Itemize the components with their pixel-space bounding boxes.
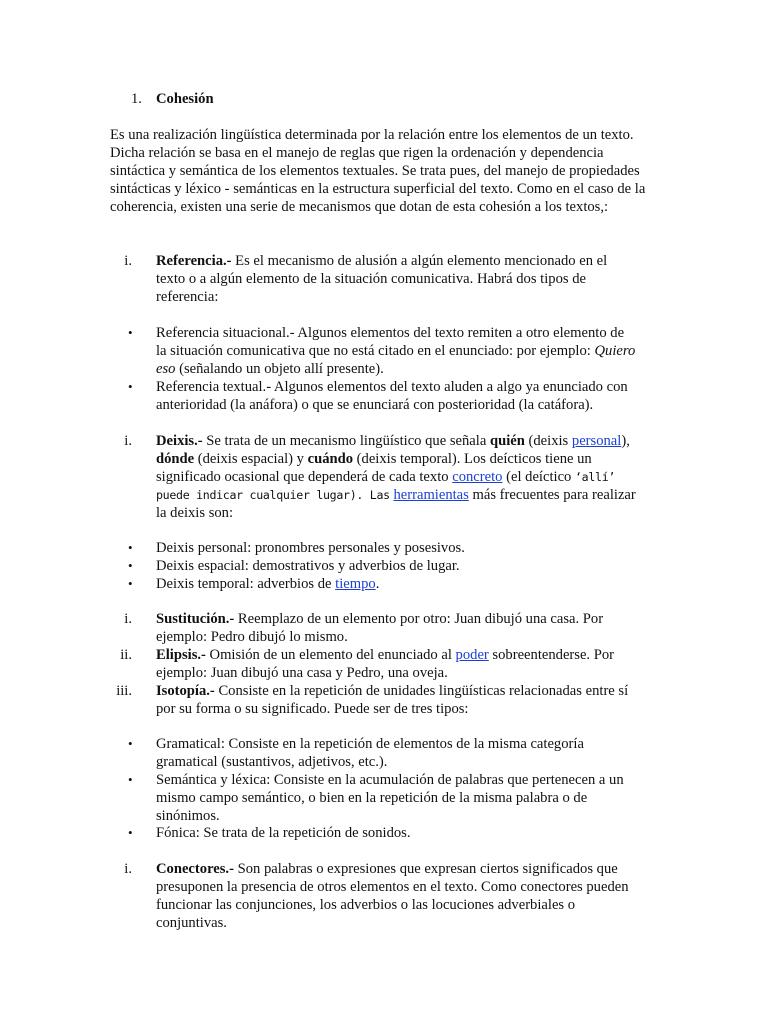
list-item — [0, 575, 768, 593]
bullet-text: Referencia textual.- Algunos elementos del texto aluden a algo ya enunciado con anterioridad (la anáfora) o que se enunciará con posterioridad (la catáfora). — [156, 379, 628, 413]
referencia-title: Referencia.- — [156, 253, 232, 269]
item-isotopia — [0, 682, 768, 718]
link-personal[interactable]: personal — [571, 433, 622, 449]
list-item — [0, 735, 768, 771]
text-part: (deixis espacial) y — [194, 451, 308, 467]
item-referencia — [0, 252, 768, 306]
isotopia-title: Isotopía.- — [156, 683, 215, 699]
link-herramientas[interactable]: herramientas — [393, 487, 469, 503]
list-marker: i. — [124, 433, 132, 449]
sustitucion-text — [156, 610, 636, 646]
list-marker: iii. — [116, 683, 132, 699]
list-item — [0, 771, 768, 825]
text-part: Deixis temporal: adverbios de — [156, 576, 336, 592]
bullet-icon: • — [128, 772, 133, 787]
bullet-text: Deixis espacial: demostrativos y adverbios de lugar. — [156, 558, 460, 574]
list-marker: ii. — [120, 647, 132, 663]
list-marker: i. — [124, 253, 132, 269]
monospace-text: ‘allí’ puede indicar cualquier lugar). Las — [156, 470, 616, 502]
list-marker: i. — [124, 861, 132, 877]
conectores-text — [156, 860, 636, 932]
bullet-icon: • — [128, 576, 133, 591]
list-item — [0, 378, 768, 414]
conectores-body: Son palabras o expresiones que expresan ciertos significados que presuponen la presencia de otros elementos en el texto. Como conectores pueden funcionar las conjunciones, los adverbios o las locuciones adverbiales o conjuntivas. — [156, 861, 629, 931]
sustitucion-title: Sustitución.- — [156, 611, 235, 627]
isotopia-text — [156, 682, 636, 718]
bullet-text: Deixis personal: pronombres personales y posesivos. — [156, 540, 465, 556]
deixis-text — [156, 432, 636, 522]
bold-term: cuándo — [307, 451, 354, 467]
bullet-icon: • — [128, 540, 133, 555]
text-part: (deixis — [524, 433, 572, 449]
elipsis-text — [156, 646, 636, 682]
link-poder[interactable]: poder — [455, 647, 489, 663]
referencia-body: Es el mecanismo de alusión a algún elemento mencionado en el texto o a algún elemento de la situación comunicativa. Habrá dos tipos de referencia: — [156, 253, 608, 305]
text-part: (el deíctico — [502, 469, 575, 485]
list-item — [0, 824, 768, 842]
list-item — [0, 324, 768, 378]
text-part: más frecuentes para realizar la deixis son: — [156, 487, 636, 521]
referencia-text — [156, 252, 636, 306]
intro-paragraph: Es una realización lingüística determinada por la relación entre los elementos de un texto. Dicha relación se basa en el manejo de reglas que rigen la ordenación y dependencia sintáctica y semántica de los elementos textuales. Se trata pues, del manejo de propiedades sintácticas y léxico - semánticas en la estructura superficial del texto. Como en el caso de la coherencia, existen una serie de mecanismos que dotan de esta cohesión a los textos,: — [110, 127, 646, 215]
bold-term: dónde — [156, 451, 195, 467]
item-sustitucion — [0, 610, 768, 646]
bullet-text-part: (señalando un objeto allí presente). — [175, 361, 384, 377]
heading-number: 1. — [131, 91, 142, 107]
bullet-text — [156, 324, 636, 378]
bullet-icon: • — [128, 558, 133, 573]
bullet-icon: • — [128, 736, 133, 751]
text-part: . — [375, 576, 380, 592]
list-item — [0, 539, 768, 557]
deixis-title: Deixis.- — [156, 433, 203, 449]
bullet-text: Gramatical: Consiste en la repetición de elementos de la misma categoría gramatical (sustantivos, adjetivos, etc.). — [156, 736, 584, 770]
list-item — [0, 557, 768, 575]
text-part: Se trata de un mecanismo lingüístico que señala — [202, 433, 490, 449]
text-part: sobreentenderse. Por ejemplo: Juan dibujó una casa y Pedro, una oveja. — [156, 647, 615, 681]
bold-term: quién — [489, 433, 525, 449]
link-tiempo[interactable]: tiempo — [335, 576, 376, 592]
item-elipsis — [0, 646, 768, 682]
bullet-text — [156, 575, 636, 593]
bullet-text: Fónica: Se trata de la repetición de sonidos. — [156, 825, 411, 841]
bullet-text: Semántica y léxica: Consiste en la acumulación de palabras que pertenecen a un mismo campo semántico, o bien en la repetición de la misma palabra o de sinónimos. — [156, 772, 624, 824]
bullet-icon: • — [128, 379, 133, 394]
elipsis-title: Elipsis.- — [156, 647, 206, 663]
bullet-icon: • — [128, 325, 133, 340]
isotopia-body: Consiste en la repetición de unidades lingüísticas relacionadas entre sí por su forma o su significado. Puede ser de tres tipos: — [156, 683, 629, 717]
conectores-title: Conectores.- — [156, 861, 234, 877]
text-part: ), — [621, 433, 630, 449]
item-deixis — [0, 432, 768, 522]
item-conectores — [0, 860, 768, 932]
link-concreto[interactable]: concreto — [452, 469, 503, 485]
example-italic: Quiero eso — [156, 343, 636, 377]
list-marker: i. — [124, 611, 132, 627]
text-part: Omisión de un elemento del enunciado al — [205, 647, 456, 663]
bullet-icon: • — [128, 825, 133, 840]
heading-title: Cohesión — [156, 91, 214, 107]
bullet-text-part: Referencia situacional.- Algunos elementos del texto remiten a otro elemento de la situación comunicativa que no está citado en el enunciado: por ejemplo: — [156, 325, 625, 359]
text-part: (deixis temporal). Los deícticos tiene un significado ocasional que dependerá de cada texto — [156, 451, 592, 485]
sustitucion-body: Reemplazo de un elemento por otro: Juan dibujó una casa. Por ejemplo: Pedro dibujó lo mismo. — [156, 611, 604, 645]
